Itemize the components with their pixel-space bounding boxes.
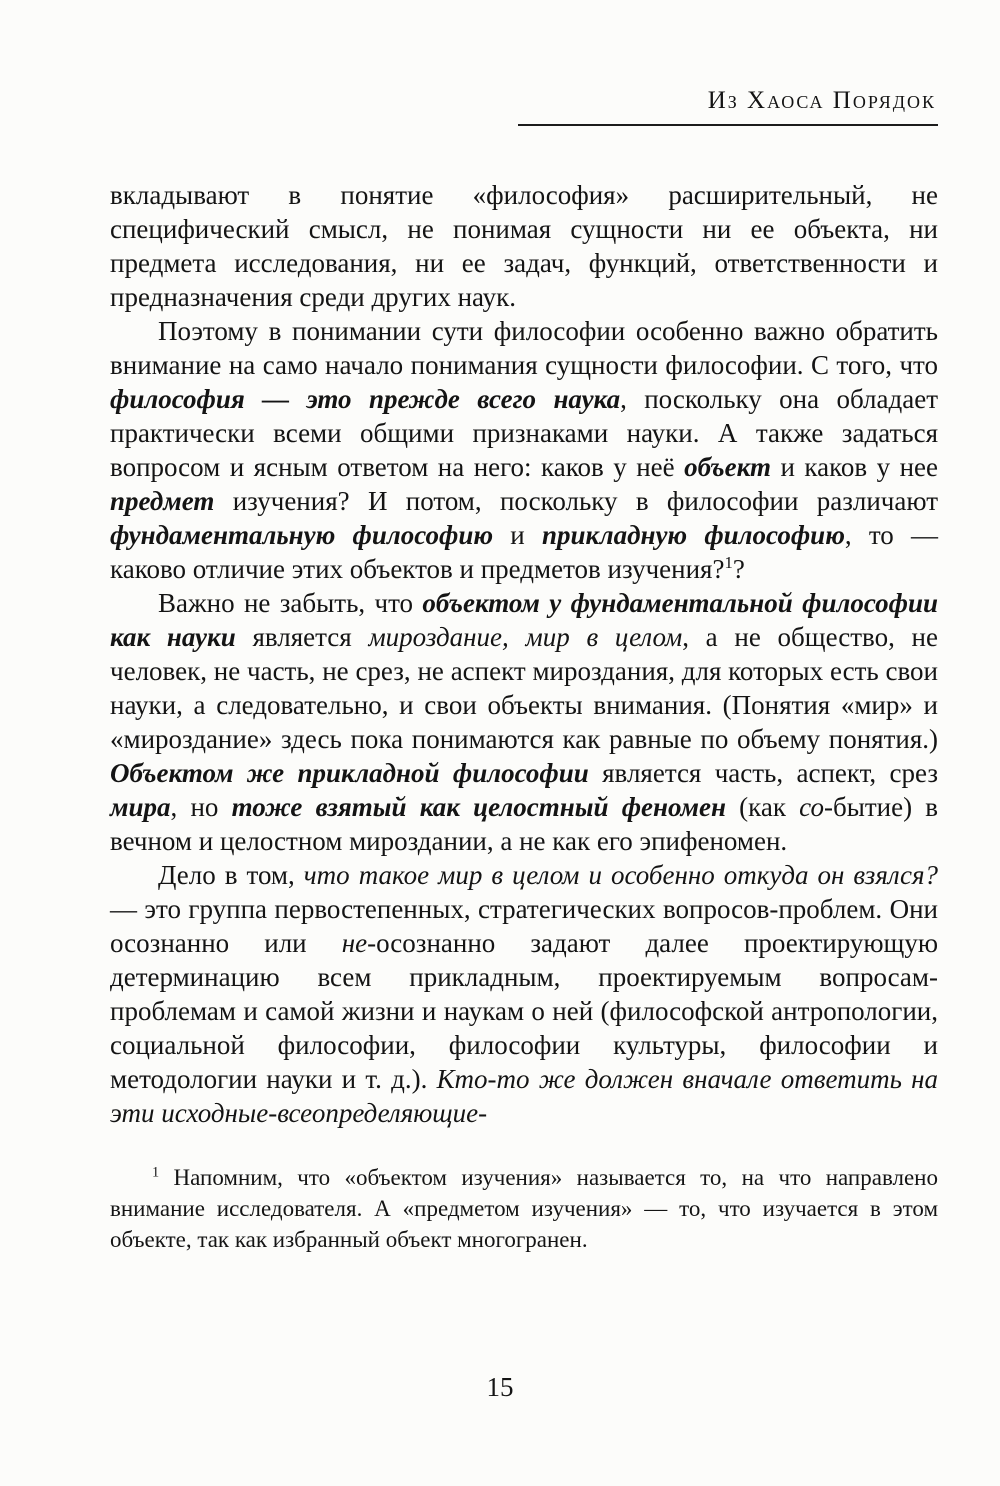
text-run: философия — это прежде всего наука bbox=[110, 384, 621, 414]
text-run: Кто-то же должен вначале ответить на эти исходные-всеопределяющие- bbox=[110, 1064, 939, 1128]
body-text bbox=[110, 178, 938, 1130]
text-run: изучения? И потом, поскольку в философии различают bbox=[214, 486, 938, 516]
text-run: Поэтому в понимании сути философии особенно важно обратить внимание на само начало понимания сущности философии. С того, что bbox=[110, 316, 938, 380]
paragraph bbox=[110, 586, 938, 858]
text-run: тоже взятый как целостный феномен bbox=[231, 792, 726, 822]
text-run: Дело в том, bbox=[158, 860, 304, 890]
text-run: , а не общество, не человек, не часть, не срез, не аспект мироздания, для которых есть свои науки, а следовательно, и свои объекты внимания. (Понятия «мир» и «мироздание» здесь пока понимаются как равные по объему понятия.) bbox=[110, 622, 938, 754]
text-run: , поскольку она обладает практически всеми общими признаками науки. А также задаться вопросом и ясным ответом на него: каков у неё bbox=[110, 384, 938, 482]
text-run: Объектом же прикладной философии bbox=[110, 758, 589, 788]
footnote bbox=[110, 1162, 938, 1255]
text-run: что такое мир в целом и особенно откуда он взялся? bbox=[303, 860, 939, 890]
text-run: — это группа первостепенных, стратегических вопросов-проблем. Они осознанно или bbox=[110, 894, 938, 958]
text-run: ? bbox=[732, 554, 745, 584]
text-run: предмет bbox=[110, 486, 215, 516]
paragraph bbox=[110, 858, 938, 1130]
text-run: мира bbox=[110, 792, 171, 822]
text-run: объектом у фундаментальной философии как науки bbox=[110, 588, 938, 652]
running-header: Из Хаоса Порядок bbox=[707, 87, 936, 114]
paragraph bbox=[110, 178, 938, 314]
text-column bbox=[110, 88, 938, 1255]
text-run: объект bbox=[684, 452, 771, 482]
text-run: (как bbox=[725, 792, 800, 822]
text-run: является bbox=[235, 622, 369, 652]
text-run: мироздание, мир в целом bbox=[368, 622, 683, 652]
header-rule bbox=[518, 124, 938, 126]
text-run: фундаментальную философию bbox=[110, 520, 494, 550]
text-run: вкладывают в понятие «философия» расширительный, не специфический смысл, не понимая сущности ни ее объекта, ни предмета исследования, ни ее задач, функций, ответственности и предназначения среди других наук. bbox=[110, 180, 938, 312]
footnote-text bbox=[110, 1162, 938, 1255]
page-number: 15 bbox=[486, 1372, 514, 1402]
text-run: Важно не забыть, что bbox=[158, 588, 423, 618]
text-run: и bbox=[493, 520, 542, 550]
text-run: является часть, аспект, срез bbox=[588, 758, 938, 788]
text-run: со bbox=[799, 792, 824, 822]
text-run: , то — каково отличие этих объектов и предметов изучения? bbox=[110, 520, 938, 584]
footnote-marker: 1 bbox=[152, 1164, 160, 1181]
text-run: -осознанно задают далее проектирующую детерминацию всем прикладным, проектируемым вопросам-проблемам и самой жизни и наукам о ней (философской антропологии, социальной философии, философии культуры, философии и методологии науки и т. д.). bbox=[110, 928, 938, 1094]
text-run: и каков у нее bbox=[770, 452, 938, 482]
text-run: не bbox=[341, 928, 368, 958]
paragraph bbox=[110, 314, 938, 586]
text-run: -бытие) в вечном и целостном мироздании, а не как его эпифеномен. bbox=[110, 792, 939, 856]
footnote-marker: 1 bbox=[724, 553, 733, 572]
text-run: , но bbox=[170, 792, 232, 822]
text-run: прикладную философию bbox=[541, 520, 845, 550]
text-run: Напомним, что «объектом изучения» называется то, на что направлено внимание исследователя. А «предметом изучения» — то, что изучается в этом объекте, так как избранный объект многогранен. bbox=[110, 1165, 938, 1252]
